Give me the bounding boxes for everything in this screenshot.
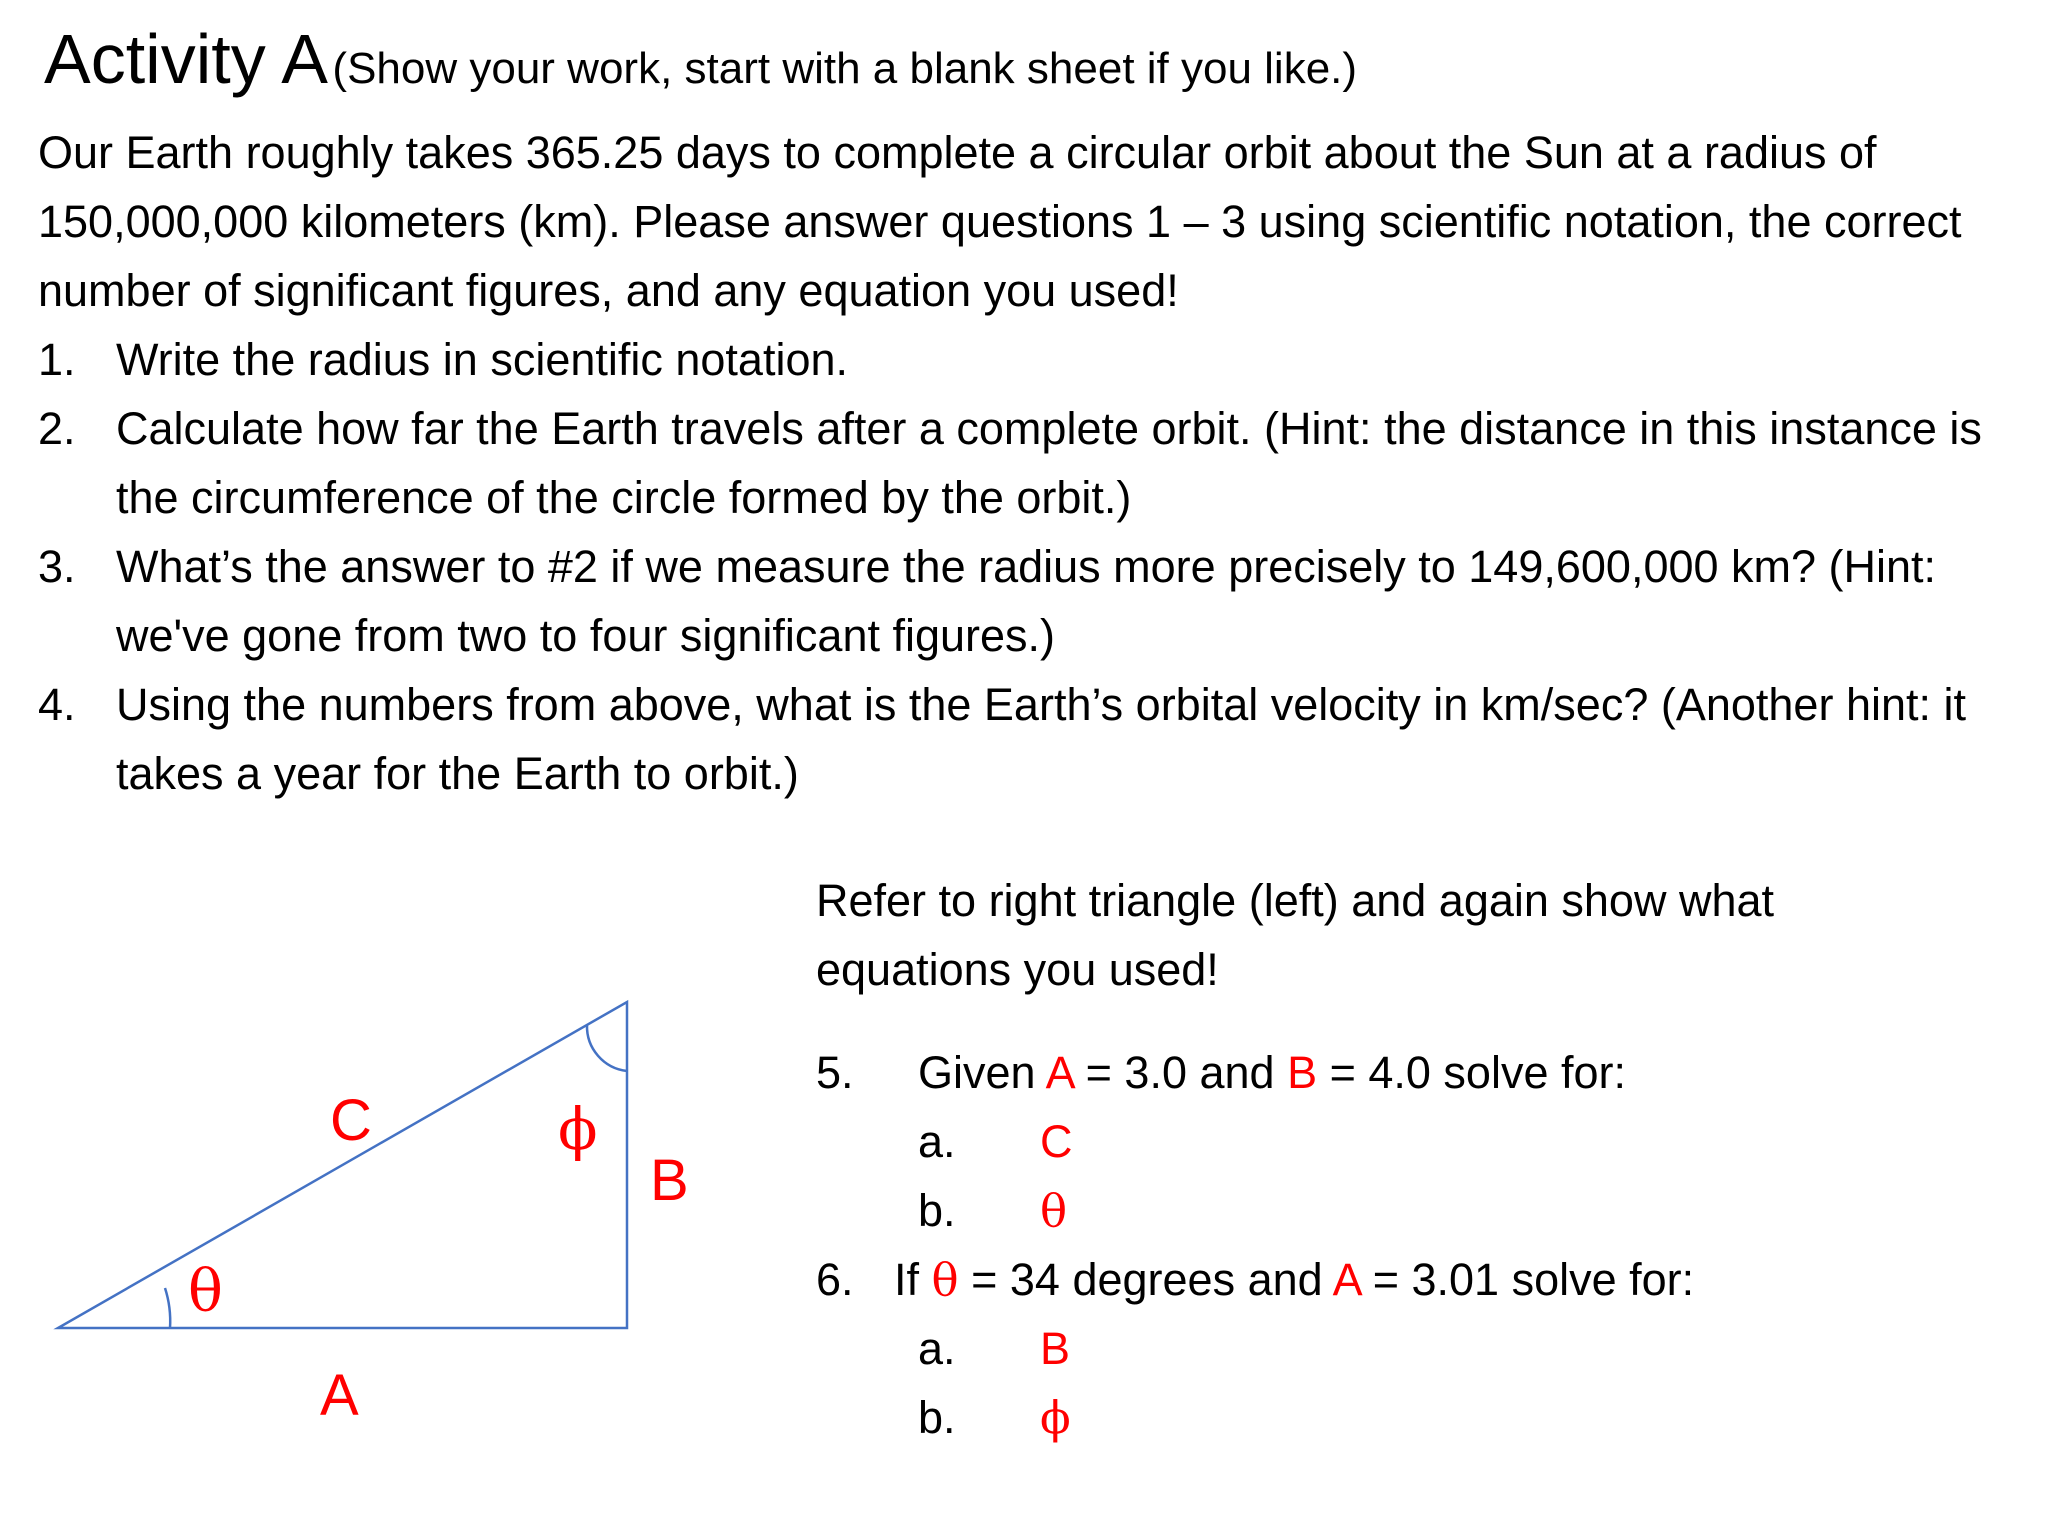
question-5-var-b: B [1287,1047,1318,1098]
question-5-given: Given [918,1047,1036,1098]
question-6-number: 6. [816,1254,854,1305]
sub-letter: b. [918,1392,956,1443]
triangle-label-b: B [650,1148,689,1213]
question-number: 4. [38,679,76,730]
question-6-eq-a: = 3.01 solve for: [1360,1254,1695,1305]
question-6-eq-theta: = 34 degrees and [958,1254,1333,1305]
question-6-if: If [894,1254,932,1305]
question-5-number: 5. [816,1047,854,1098]
sub-letter: b. [918,1185,956,1236]
question-number: 2. [38,403,76,454]
sub-letter: a. [918,1116,956,1167]
question-number: 3. [38,541,76,592]
refer-instructions: Refer to right triangle (left) and again show what equations you used! [816,875,1775,995]
question-text: Using the numbers from above, what is the Earth’s orbital velocity in km/sec? (Another hint: it takes a year for the Earth to orbit.) [116,679,1967,799]
question-5a [918,1107,1073,1176]
theta-angle-arc [165,1288,170,1328]
sub-variable: θ [1040,1184,1068,1237]
question-6-var-theta: θ [931,1253,959,1306]
triangle-shape [58,1002,627,1328]
question-5b [918,1176,1067,1245]
title-main: Activity A [44,20,328,98]
question-text: Write the radius in scientific notation. [116,334,849,385]
sub-letter: a. [918,1323,956,1374]
question-5-eq-a: = 3.0 and [1073,1047,1288,1098]
question-5-eq-b: = 4.0 solve for: [1317,1047,1627,1098]
question-text: Calculate how far the Earth travels after a complete orbit. (Hint: the distance in this instance is the circumference of the circle formed by the orbit.) [116,403,1982,523]
triangle-label-theta: θ [188,1257,223,1325]
triangle-label-a: A [320,1363,359,1428]
question-6a [918,1314,1070,1383]
sub-variable: ϕ [1040,1391,1071,1444]
triangle-label-c: C [330,1088,372,1153]
question-5-var-a: A [1045,1047,1074,1098]
question-number: 1. [38,334,76,385]
question-6-var-a: A [1332,1254,1361,1305]
triangle-label-phi: ϕ [558,1095,598,1163]
question-6b [918,1383,1071,1452]
sub-variable: C [1040,1116,1073,1167]
phi-angle-arc [587,1025,627,1071]
question-6 [816,1245,1694,1314]
title-subtitle: (Show your work, start with a blank sheet if you like.) [332,44,1358,93]
intro-paragraph: Our Earth roughly takes 365.25 days to complete a circular orbit about the Sun at a radius of 150,000,000 kilometers (km). Please answer questions 1 – 3 using scientific notation, the correct number of significant figures, and any equation you used! [38,127,1962,316]
question-5 [816,1038,1626,1107]
sub-variable: B [1040,1323,1071,1374]
question-text: What’s the answer to #2 if we measure the radius more precisely to 149,600,000 km? (Hint: we've gone from two to four significant figures.) [116,541,1937,661]
